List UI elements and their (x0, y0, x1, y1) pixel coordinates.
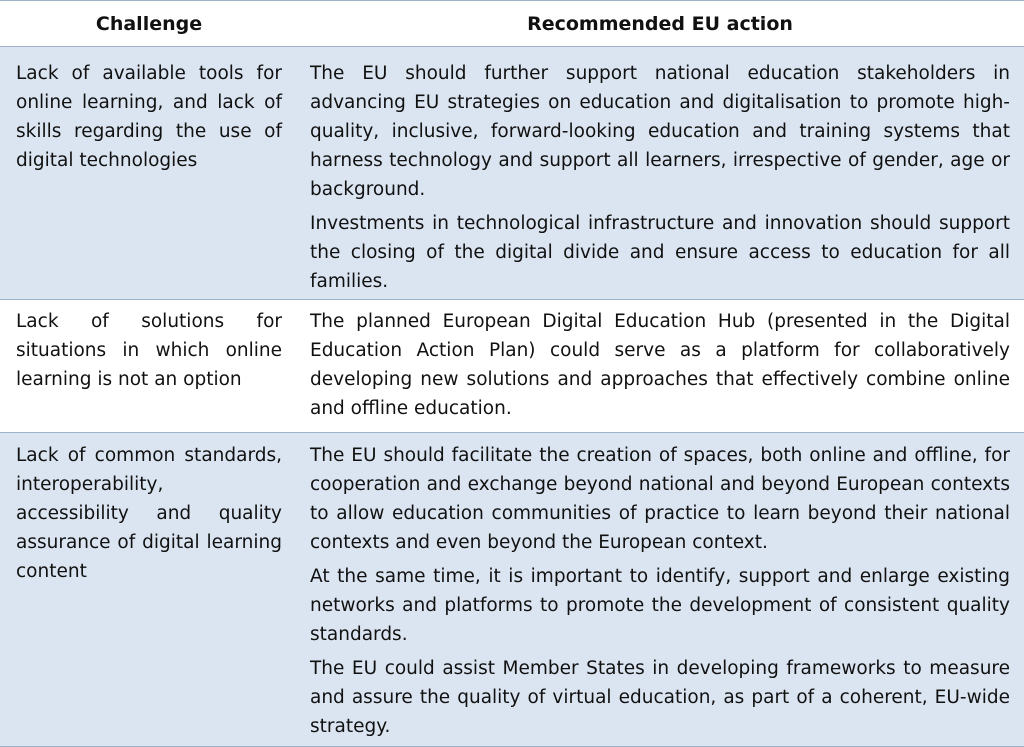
challenge-text: Lack of available tools for online learning, and lack of skills regarding the use of digital technologies (16, 63, 282, 171)
table-row (0, 47, 1024, 300)
action-paragraph: At the same time, it is important to identify, support and enlarge existing networks and platforms to promote the development of consistent quality standards. (310, 566, 1010, 645)
action-paragraph: The EU should further support national education stakeholders in advancing EU strategies on education and digitalisation to promote high-quality, inclusive, forward-looking education and training systems that harness technology and support all learners, irrespective of gender, age or background. (310, 63, 1010, 200)
action-paragraph: The EU could assist Member States in developing frameworks to measure and assure the quality of virtual education, as part of a coherent, EU-wide strategy. (310, 658, 1010, 737)
table-header-row (0, 0, 1024, 47)
action-cell (288, 47, 1024, 299)
action-paragraph: The EU should facilitate the creation of spaces, both online and offline, for cooperation and exchange beyond national and beyond European contexts to allow education communities of practice to learn beyond their national contexts and even beyond the European context. (310, 445, 1010, 553)
action-cell (288, 433, 1024, 746)
challenge-text: Lack of common standards, interoperability, accessibility and quality assurance of digital learning content (16, 445, 282, 582)
challenge-cell (0, 47, 288, 299)
challenge-cell (0, 300, 288, 432)
table-row (0, 300, 1024, 433)
challenge-text: Lack of solutions for situations in which online learning is not an option (16, 311, 282, 390)
action-cell (288, 300, 1024, 432)
table-row (0, 433, 1024, 747)
challenge-cell (0, 433, 288, 746)
action-paragraph: The planned European Digital Education Hub (presented in the Digital Education Action Plan) could serve as a platform for collaboratively developing new solutions and approaches that effectively combine online and offline education. (310, 311, 1010, 419)
action-paragraph: Investments in technological infrastructure and innovation should support the closing of the digital divide and ensure access to education for all families. (310, 213, 1010, 292)
header-recommended-action: Recommended EU action (527, 12, 793, 35)
header-challenge: Challenge (95, 12, 203, 35)
